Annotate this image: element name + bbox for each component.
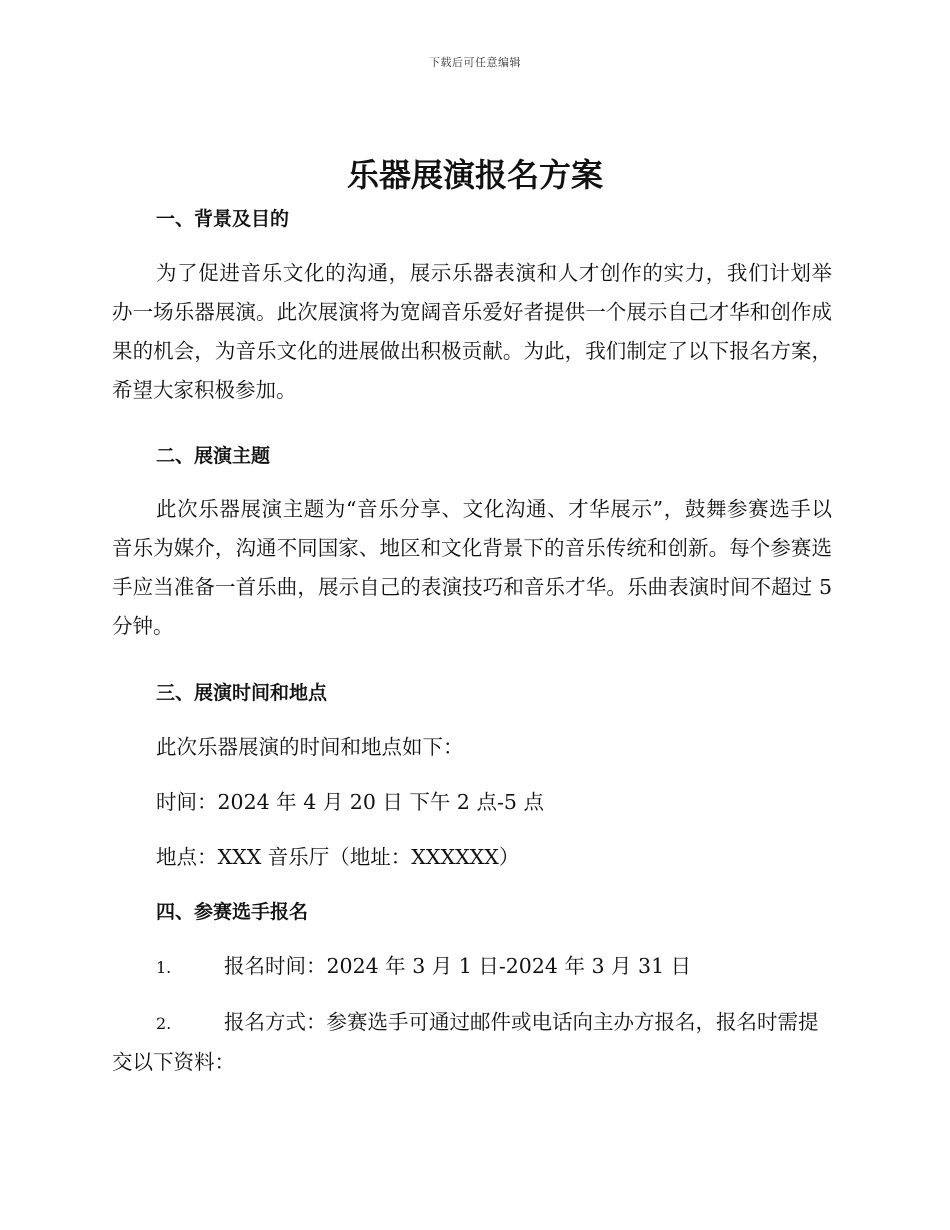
- event-time: 时间：2024 年 4 月 20 日 下午 2 点-5 点: [156, 790, 544, 814]
- list-item-text: 报名时间：2024 年 3 月 1 日-2024 年 3 月 31 日: [224, 954, 692, 978]
- time-place-intro: 此次乐器展演的时间和地点如下：: [156, 735, 464, 759]
- paragraph-background: 为了促进音乐文化的沟通，展示乐器表演和人才创作的实力，我们计划举办一场乐器展演。此次展演将为宽阔音乐爱好者提供一个展示自己才华和创作成果的机会，为音乐文化的进展做出积极贡献。为此，我们制定了以下报名方案，希望大家积极参加。: [112, 261, 832, 402]
- paragraph-theme: 此次乐器展演主题为“音乐分享、文化沟通、才华展示”，鼓舞参赛选手以音乐为媒介，沟通不同国家、地区和文化背景下的音乐传统和创新。每个参赛选手应当准备一首乐曲，展示自己的表演技巧和音乐才华。乐曲表演时间不超过 5 分钟。: [112, 497, 832, 638]
- event-location: 地点：XXX 音乐厅（地址：XXXXXX）: [156, 845, 520, 869]
- document-title: 乐器展演报名方案: [346, 156, 603, 194]
- list-number: 2.: [156, 1014, 172, 1033]
- section-heading-theme: 二、展演主题: [156, 445, 271, 467]
- list-number: 1.: [156, 958, 172, 977]
- section-body-background: [112, 254, 832, 410]
- section-heading-background: 一、背景及目的: [156, 208, 290, 230]
- section-heading-registration: 四、参赛选手报名: [156, 901, 309, 923]
- page-header-note: 下载后可任意编辑: [429, 56, 521, 69]
- section-heading-time-place: 三、展演时间和地点: [156, 682, 328, 704]
- list-item-registration-time: [112, 947, 832, 987]
- list-item-text: 报名方式：参赛选手可通过邮件或电话向主办方报名，报名时需提交以下资料：: [112, 1010, 819, 1074]
- list-item-registration-method: [112, 1003, 832, 1082]
- section-body-theme: [112, 490, 832, 646]
